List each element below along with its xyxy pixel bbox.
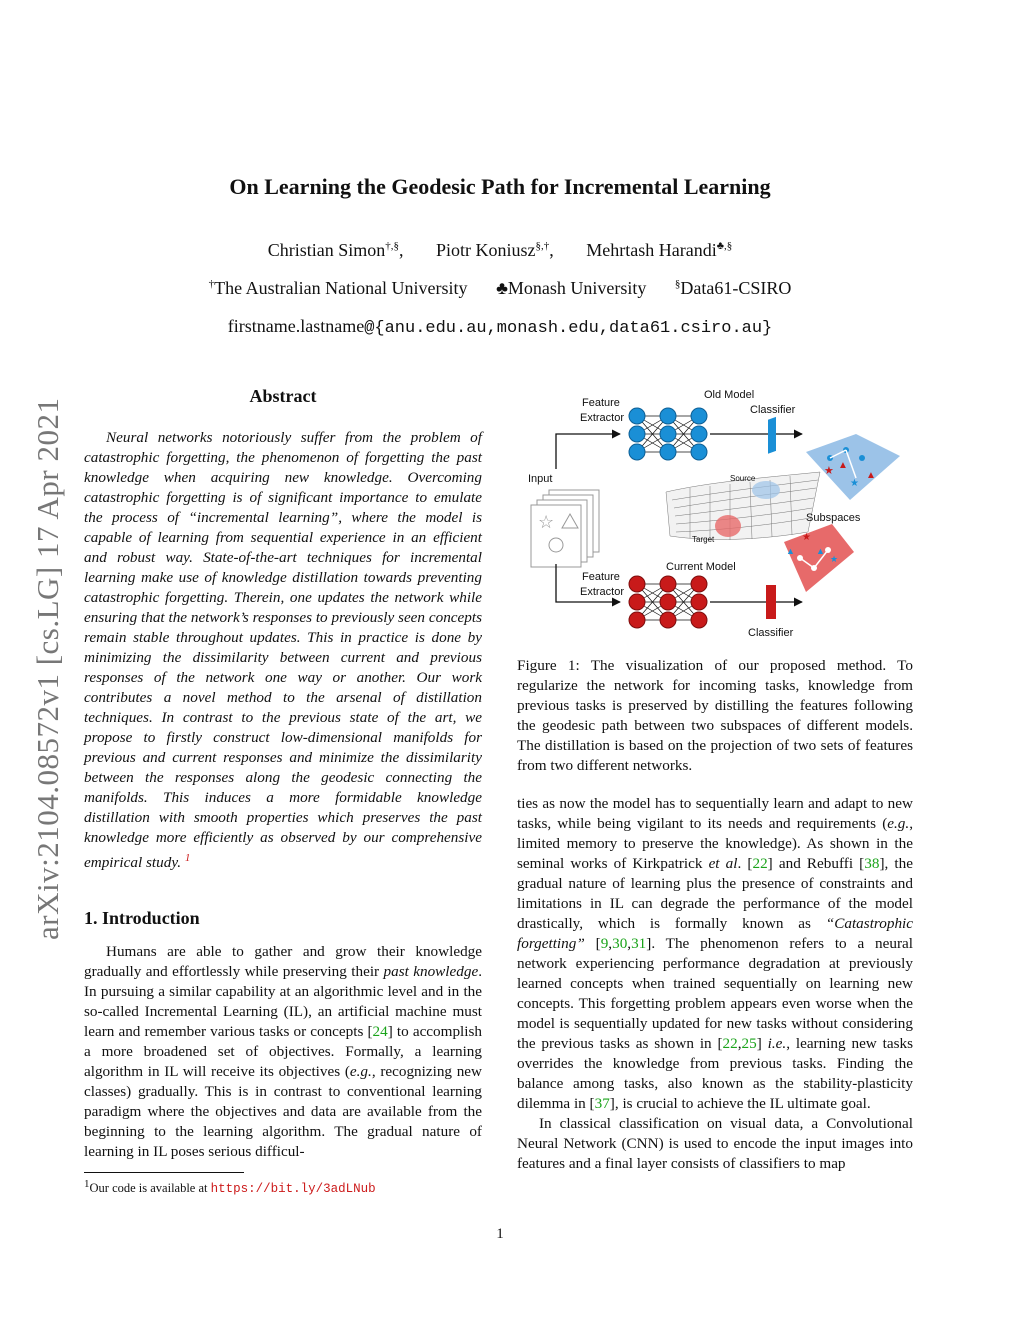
neuron-current [660,594,676,610]
old-subspace-panel [806,434,900,500]
classifier-label-top: Classifier [750,404,796,416]
neuron-old [660,408,676,424]
neuron-current [660,612,676,628]
svg-text:★: ★ [824,465,834,477]
neuron-current [691,594,707,610]
classifier-label-bottom: Classifier [748,627,794,639]
affiliation-3: §Data61-CSIRO [674,278,792,298]
target-label: Target [692,535,715,544]
neuron-old [629,444,645,460]
feature-label-bottom: Feature [582,571,620,583]
source-region [752,481,780,499]
abstract-body: Neural networks notoriously suffer from the problem of catastrophic forgetting, the phenomenon of forgetting the past knowledge when acquiring new knowledge. Overcoming catastrophic forgetting is of significant importance to emulate the process of “incremental learning”, where the model is capable of learning from sequential experience in an efficient and robust way. State-of-the-art techniques for incremental learning make use of knowledge distillation towards preventing catastrophic forgetting. Therein, one updates the network while ensuring that the network’s responses to previously seen concepts remain stable throughout updates. This in practice is done by minimizing the dissimilarity between current and previous responses of the network one way or another. Our work contributes a novel method to the arsenal of distillation techniques. In contrast to the previous state of the art, we propose to firstly construct low-dimensional manifolds for previous and current responses and minimize the dissimilarity between the responses along the geodesic connecting the manifolds. This induces a more formidable knowledge distillation with smooth properties which preserves the past knowledge more efficiently as observed by our comprehensive empirical study. $^1$ [84,429,482,872]
svg-text:▲: ▲ [816,546,825,556]
neuron-current [629,576,645,592]
neuron-old [660,426,676,442]
arxiv-stamp: arXiv:2104.08572v1 [cs.LG] 17 Apr 2021 [30,397,65,940]
svg-text:▲: ▲ [786,546,795,556]
neuron-old [691,408,707,424]
paper-title: On Learning the Geodesic Path for Incremental Learning [229,174,771,199]
neuron-current [629,594,645,610]
old-model-label: Old Model [704,389,755,401]
input-arrow-top [556,434,620,469]
figure-1 [520,382,900,644]
introduction-heading: 1. Introduction [84,908,200,928]
footnote: $^1$Our code is available at https://bit.ly/3adLNub [84,1178,376,1197]
citation-link[interactable]: 30 [612,935,628,952]
svg-text:▲: ▲ [838,460,848,471]
citation-link[interactable]: 25 [741,1035,757,1052]
neuron-old [691,444,707,460]
svg-text:▲: ▲ [866,470,876,481]
footnote-divider [84,1172,244,1173]
affiliation-2: ♣Monash University [496,278,647,298]
figure-caption: Figure 1: The visualization of our proposed method. To regularize the network for incoming tasks, knowledge from previous tasks is preserved by distilling the features following the geodesic path between two subspaces of different models. The distillation is based on the projection of two sets of features from two different networks. [517,657,913,774]
neuron-current [629,612,645,628]
abstract-heading: Abstract [249,386,317,406]
right-column-body: ties as now the model has to sequentially learn and adapt to new tasks, while being vigilant to its needs and requirements (e.g., limited memory to preserve the knowledge). As shown in the seminal works of Kirkpatrick et al. [22] and Rebuffi [38], the gradual nature of learning plus the presence of constraints and limitations in IL can degrade the performance of the model drastically, which is formally known as “Catastrophic forgetting” [9,30,31]. The phenomenon refers to a neural network experiencing performance degradation at previously learned concepts when trained sequentially on learning new concepts. This forgetting problem appears even worse when the model is sequentially updated for new tasks without considering the previous tasks as shown in [22,25] i.e., learning new tasks overrides the knowledge from previous tasks. Finding the balance among tasks, also known as the stability-plasticity dilemma in [37], is crucial to achieve the IL ultimate goal. In classical classification on visual data, a Convolutional Neural Network (CNN) is used to encode the input images into features and a final layer consists of classifiers to map [517,795,914,1172]
source-label: Source [730,474,756,483]
author-email: firstname.lastname@{anu.edu.au,monash.edu,data61.csiro.au} [227,316,773,338]
citation-link[interactable]: 37 [594,1095,610,1112]
code-link[interactable]: https://bit.ly/3adLNub [210,1182,376,1197]
page-number: 1 [496,1226,504,1242]
extractor-label-top: Extractor [580,412,625,424]
author-3: Mehrtash Harandi♣,§ [586,240,733,260]
old-classifier-bar [768,417,776,454]
affiliation-1: †The Australian National University [208,278,468,298]
target-region [715,515,741,537]
feature-label-top: Feature [582,397,620,409]
neuron-old [691,426,707,442]
introduction-paragraph: Humans are able to gather and grow their knowledge gradually and effortlessly while preserving their past knowledge. In pursuing a similar capability at an algorithmic level and in the so-called Incremental Learning (IL), an artificial machine must learn and remember various tasks or concepts [24] to accomplish a more broadened set of objectives. Formally, a learning algorithm in IL will receive its objectives (e.g., recognizing new classes) gradually. This is in contrast to conventional learning paradigm where the objectives and data are available from the beginning to the learning algorithm. The gradual nature of learning in IL poses serious difficul- [84,943,482,1160]
footnote-ref[interactable]: 1 [184,852,191,864]
neuron-old [629,426,645,442]
neuron-old [660,444,676,460]
current-classifier-bar [766,585,776,619]
subspaces-label: Subspaces [806,512,861,524]
affiliation-list [0,278,1000,299]
citation-link[interactable]: 9 [600,935,609,952]
svg-text:★: ★ [802,532,811,543]
citation-link[interactable]: 22 [752,855,768,872]
current-model-label: Current Model [666,561,736,573]
star-shape-icon: ☆ [538,512,555,532]
citation-link[interactable]: 22 [722,1035,738,1052]
svg-text:★: ★ [830,554,839,564]
author-list [0,240,1000,261]
citation-link[interactable]: 38 [864,855,880,872]
neuron-current [691,576,707,592]
neuron-current [660,576,676,592]
input-label: Input [528,473,553,485]
neuron-current [691,612,707,628]
svg-text:★: ★ [850,478,859,489]
citation-link[interactable]: 24 [372,1023,388,1040]
citation-link[interactable]: 31 [631,935,647,952]
author-1: Christian Simon†,§, [267,240,404,260]
author-2: Piotr Koniusz§,†, [436,240,554,260]
extractor-label-bottom: Extractor [580,586,625,598]
neuron-old [629,408,645,424]
